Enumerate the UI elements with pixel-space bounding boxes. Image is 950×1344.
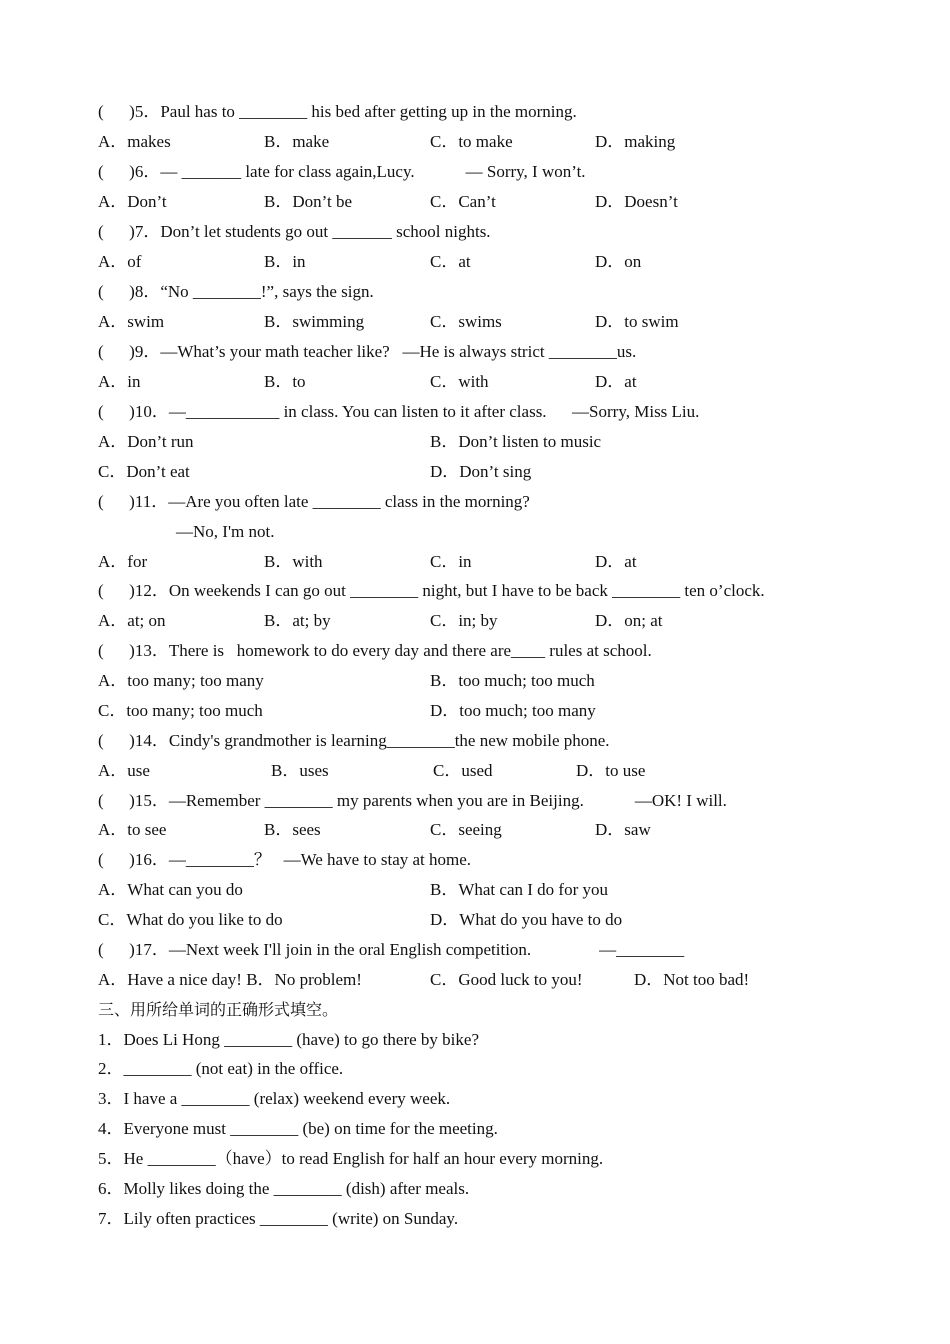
- fill-item-6: 6．Molly likes doing the ________ (dish) after meals.: [98, 1179, 470, 1198]
- question-7-options: A．of B．in C．at D．on: [98, 252, 642, 271]
- fill-item-2: 2．________ (not eat) in the office.: [98, 1059, 344, 1078]
- question-10-options-row2: C．Don’t eat D．Don’t sing: [98, 462, 532, 481]
- question-13-options-row2: C．too many; too much D．too much; too many: [98, 701, 596, 720]
- question-12-options: A．at; on B．at; by C．in; by D．on; at: [98, 611, 663, 630]
- question-7: ( )7．Don’t let students go out _______ school nights.: [98, 222, 491, 241]
- question-14: ( )14．Cindy's grandmother is learning________the new mobile phone.: [98, 731, 610, 750]
- question-14-options: A．use B．uses C．used D．to use: [98, 761, 646, 780]
- question-10-options-row1: A．Don’t run B．Don’t listen to music: [98, 432, 602, 451]
- question-11-options: A．for B．with C．in D．at: [98, 552, 637, 571]
- question-8: ( )8．“No ________!”, says the sign.: [98, 282, 374, 301]
- question-5-options: A．makes B．make C．to make D．making: [98, 132, 676, 151]
- question-8-options: A．swim B．swimming C．swims D．to swim: [98, 312, 679, 331]
- fill-item-5: 5．He ________（have）to read English for half an hour every morning.: [98, 1149, 604, 1168]
- fill-item-3: 3．I have a ________ (relax) weekend every week.: [98, 1089, 451, 1108]
- question-6-options: A．Don’t B．Don’t be C．Can’t D．Doesn’t: [98, 192, 678, 211]
- question-9: ( )9．—What’s your math teacher like? —He is always strict ________us.: [98, 342, 637, 361]
- question-6: ( )6．— _______ late for class again,Lucy. — Sorry, I won’t.: [98, 162, 586, 181]
- question-17-options: A．Have a nice day! B．No problem! C．Good luck to you! D．Not too bad!: [98, 970, 750, 989]
- question-12: ( )12．On weekends I can go out ________ night, but I have to be back ________ ten o’clock.: [98, 581, 765, 600]
- question-16-options-row1: A．What can you do B．What can I do for you: [98, 880, 608, 899]
- fill-item-4: 4．Everyone must ________ (be) on time for the meeting.: [98, 1119, 498, 1138]
- question-17: ( )17．—Next week I'll join in the oral English competition. —________: [98, 940, 685, 959]
- fill-item-1: 1．Does Li Hong ________ (have) to go there by bike?: [98, 1030, 479, 1049]
- fill-item-7: 7．Lily often practices ________ (write) on Sunday.: [98, 1209, 459, 1228]
- question-15: ( )15．—Remember ________ my parents when you are in Beijing. —OK! I will.: [98, 791, 727, 810]
- question-9-options: A．in B．to C．with D．at: [98, 372, 637, 391]
- question-11-continued: —No, I'm not.: [176, 522, 275, 541]
- question-11: ( )11．—Are you often late ________ class in the morning?: [98, 492, 530, 511]
- section-3-title: 三、用所给单词的正确形式填空。: [98, 1000, 339, 1019]
- question-5: ( )5．Paul has to ________ his bed after getting up in the morning.: [98, 102, 577, 121]
- question-15-options: A．to see B．sees C．seeing D．saw: [98, 820, 651, 839]
- question-13: ( )13．There is homework to do every day and there are____ rules at school.: [98, 641, 652, 660]
- question-16-options-row2: C．What do you like to do D．What do you have to do: [98, 910, 623, 929]
- question-10: ( )10．—___________ in class. You can listen to it after class. —Sorry, Miss Liu.: [98, 402, 700, 421]
- question-16: ( )16．—________？ —We have to stay at home.: [98, 850, 472, 869]
- question-13-options-row1: A．too many; too many B．too much; too much: [98, 671, 595, 690]
